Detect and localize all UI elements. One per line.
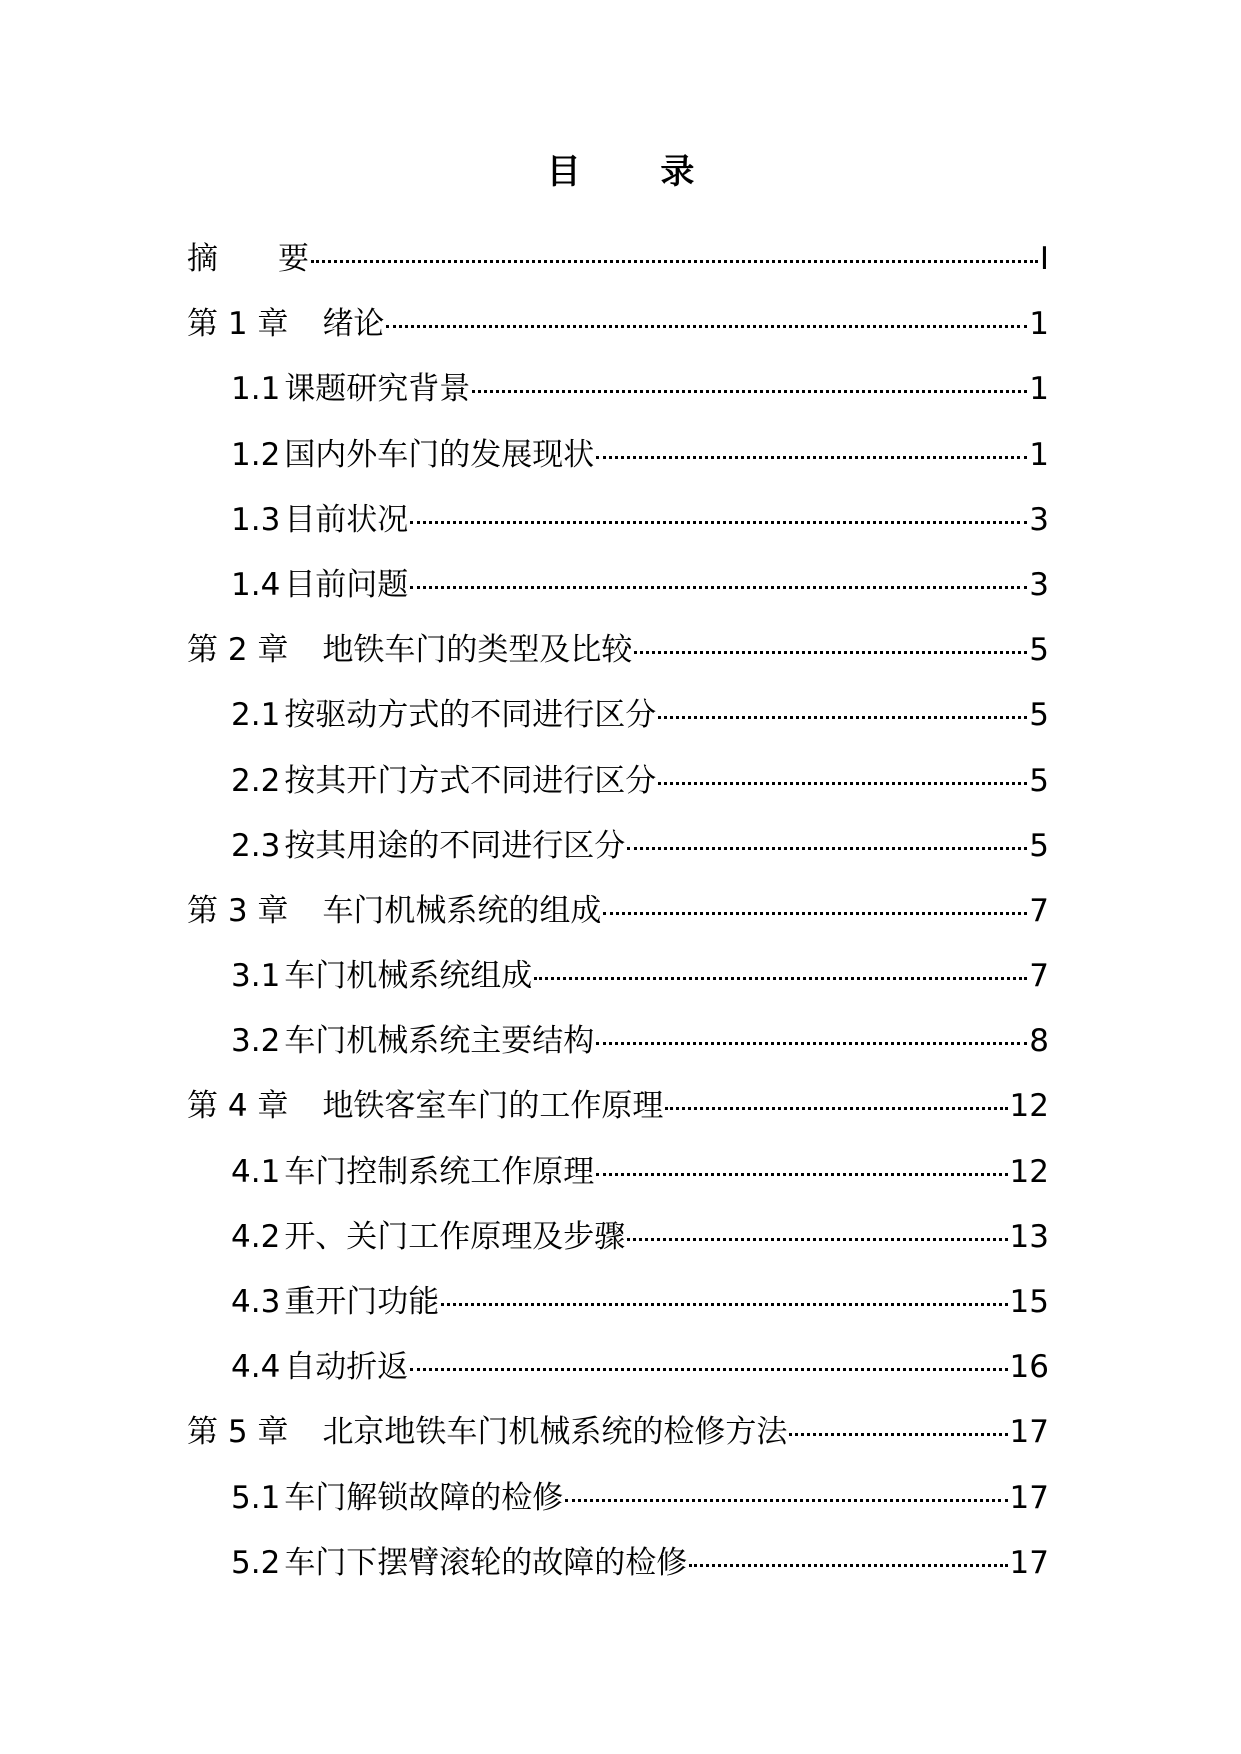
toc-entry-number: 4.3	[231, 1284, 281, 1320]
toc-entry-text: 国内外车门的发展现状	[284, 436, 595, 473]
toc-entry-number: 4.1	[231, 1153, 281, 1190]
toc-entry-text: 车门机械系统主要结构	[284, 1023, 595, 1060]
dot-leader	[472, 390, 1027, 393]
dot-leader	[689, 1564, 1007, 1567]
toc-entry-page-number: 5	[1029, 632, 1049, 669]
toc-entry-page-number: 3	[1029, 501, 1049, 538]
toc-entry-label	[187, 234, 309, 284]
toc-entry-label	[231, 1016, 594, 1066]
toc-entry[interactable]	[187, 299, 1049, 364]
toc-entry-page-number: 17	[1009, 1544, 1049, 1581]
toc-entry-page-number: 7	[1029, 892, 1049, 929]
toc-entry-number: 5.2	[231, 1544, 281, 1581]
toc-entry-number: 第 3 章	[187, 892, 289, 929]
toc-entry[interactable]	[187, 1342, 1049, 1407]
toc-entry-text: 车门机械系统组成	[284, 958, 533, 995]
toc-entry-text: 开、关门工作原理及步骤	[284, 1218, 626, 1255]
dot-leader	[386, 325, 1027, 328]
toc-entry-label	[187, 1407, 787, 1457]
toc-entry-number: 1.2	[231, 436, 281, 473]
toc-entry-page-number: 13	[1009, 1218, 1049, 1255]
dot-leader	[596, 1173, 1007, 1176]
toc-entry[interactable]	[187, 1081, 1049, 1146]
toc-entry-text: 北京地铁车门机械系统的检修方法	[322, 1414, 788, 1451]
toc-entry-number: 第 5 章	[187, 1414, 289, 1451]
toc-entry-page-number: 17	[1009, 1414, 1049, 1451]
toc-entry[interactable]	[187, 886, 1049, 951]
toc-entry[interactable]	[187, 430, 1049, 495]
toc-entry-number: 4.2	[231, 1218, 281, 1255]
toc-entry-number: 1.1	[231, 371, 281, 408]
dot-leader	[658, 716, 1027, 719]
dot-leader	[410, 521, 1027, 524]
toc-entry-page-number: 7	[1029, 958, 1049, 995]
toc-entry-text: 重开门功能	[284, 1284, 440, 1320]
toc-entry-page-number: 12	[1009, 1088, 1049, 1125]
toc-entry-label	[231, 560, 408, 610]
toc-entry-page-number: 5	[1029, 697, 1049, 734]
toc-entry-number: 1.4	[231, 566, 281, 603]
dot-leader	[665, 1107, 1007, 1110]
toc-entry[interactable]	[187, 821, 1049, 886]
toc-entry-number: 4.4	[231, 1349, 281, 1386]
toc-entry[interactable]	[187, 1147, 1049, 1212]
dot-leader	[603, 912, 1027, 915]
toc-list	[187, 234, 1049, 1603]
dot-leader	[634, 651, 1027, 654]
toc-entry-page-number: 8	[1029, 1023, 1049, 1060]
toc-entry[interactable]	[187, 1277, 1049, 1342]
toc-entry-label	[231, 495, 408, 545]
dot-leader	[565, 1499, 1007, 1502]
toc-entry-text: 绪论	[322, 306, 385, 343]
dot-leader	[441, 1303, 1007, 1306]
toc-entry-number: 第 2 章	[187, 632, 289, 669]
toc-entry[interactable]	[187, 560, 1049, 625]
dot-leader	[596, 1042, 1027, 1045]
toc-entry-text: 按其开门方式不同进行区分	[284, 762, 657, 799]
toc-entry-text: 地铁客室车门的工作原理	[322, 1088, 664, 1125]
toc-entry[interactable]	[187, 495, 1049, 560]
toc-entry-label	[231, 821, 625, 871]
toc-entry-label	[231, 1212, 625, 1262]
toc-entry-number: 摘	[187, 241, 218, 277]
toc-entry-number: 2.3	[231, 827, 281, 864]
toc-entry-label	[231, 1277, 439, 1327]
toc-entry-number: 第 4 章	[187, 1088, 289, 1125]
toc-entry-text: 车门解锁故障的检修	[284, 1479, 564, 1516]
toc-entry-label	[187, 1081, 663, 1131]
toc-entry[interactable]	[187, 1016, 1049, 1081]
toc-entry-page-number: 1	[1029, 371, 1049, 408]
toc-entry-text: 目前问题	[284, 566, 409, 603]
toc-entry-text: 车门控制系统工作原理	[284, 1153, 595, 1190]
dot-leader	[789, 1433, 1007, 1436]
toc-entry-page-number: 1	[1029, 306, 1049, 343]
toc-entry[interactable]	[187, 1407, 1049, 1472]
toc-entry-page-number: 1	[1029, 436, 1049, 473]
dot-leader	[627, 1238, 1007, 1241]
toc-entry[interactable]	[187, 625, 1049, 690]
toc-entry-label	[231, 1147, 594, 1197]
toc-entry-text: 目前状况	[284, 501, 409, 538]
toc-entry-number: 3.1	[231, 958, 281, 995]
toc-entry-page-number: 3	[1029, 566, 1049, 603]
toc-entry-text: 地铁车门的类型及比较	[322, 632, 633, 669]
toc-entry-page-number: 15	[1009, 1284, 1049, 1320]
toc-entry-number: 1.3	[231, 501, 281, 538]
dot-leader	[311, 260, 1038, 263]
toc-entry-text: 车门下摆臂滚轮的故障的检修	[284, 1544, 688, 1581]
toc-entry-label	[187, 886, 601, 936]
toc-entry-page-number: 17	[1009, 1479, 1049, 1516]
toc-entry-label	[231, 951, 532, 1001]
dot-leader	[534, 977, 1027, 980]
toc-entry-page-number: I	[1039, 241, 1049, 277]
toc-entry-label	[231, 1342, 408, 1392]
toc-entry[interactable]	[187, 756, 1049, 821]
toc-entry[interactable]	[187, 234, 1049, 299]
toc-entry-page-number: 16	[1009, 1349, 1049, 1386]
toc-entry-label	[231, 756, 656, 806]
dot-leader	[410, 586, 1027, 589]
toc-entry-number: 2.2	[231, 762, 281, 799]
toc-entry[interactable]	[187, 951, 1049, 1016]
toc-entry-label	[231, 364, 470, 414]
toc-entry-text: 课题研究背景	[284, 371, 471, 408]
dot-leader	[627, 847, 1027, 850]
toc-entry-number: 3.2	[231, 1023, 281, 1060]
toc-entry-page-number: 5	[1029, 827, 1049, 864]
toc-entry[interactable]	[187, 1538, 1049, 1603]
toc-entry-label	[187, 625, 632, 675]
toc-entry-text: 自动折返	[284, 1349, 409, 1386]
toc-entry-label	[231, 1473, 563, 1523]
toc-entry-page-number: 5	[1029, 762, 1049, 799]
toc-entry-number: 第 1 章	[187, 306, 289, 343]
toc-entry[interactable]	[187, 690, 1049, 755]
toc-entry-text: 按驱动方式的不同进行区分	[284, 697, 657, 734]
toc-entry-label	[231, 1538, 687, 1588]
toc-entry-number: 2.1	[231, 697, 281, 734]
toc-entry-page-number: 12	[1009, 1153, 1049, 1190]
toc-entry[interactable]	[187, 1473, 1049, 1538]
dot-leader	[596, 456, 1027, 459]
toc-entry-text: 车门机械系统的组成	[322, 892, 602, 929]
toc-entry-label	[187, 299, 384, 349]
toc-entry-label	[231, 430, 594, 480]
toc-entry[interactable]	[187, 1212, 1049, 1277]
toc-entry-number: 5.1	[231, 1479, 281, 1516]
toc-entry-label	[231, 690, 656, 740]
toc-entry-text: 按其用途的不同进行区分	[284, 827, 626, 864]
toc-entry-text: 要	[278, 241, 309, 277]
toc-entry[interactable]	[187, 364, 1049, 429]
dot-leader	[410, 1368, 1007, 1371]
toc-title: 目 录	[546, 152, 729, 192]
dot-leader	[658, 782, 1027, 785]
